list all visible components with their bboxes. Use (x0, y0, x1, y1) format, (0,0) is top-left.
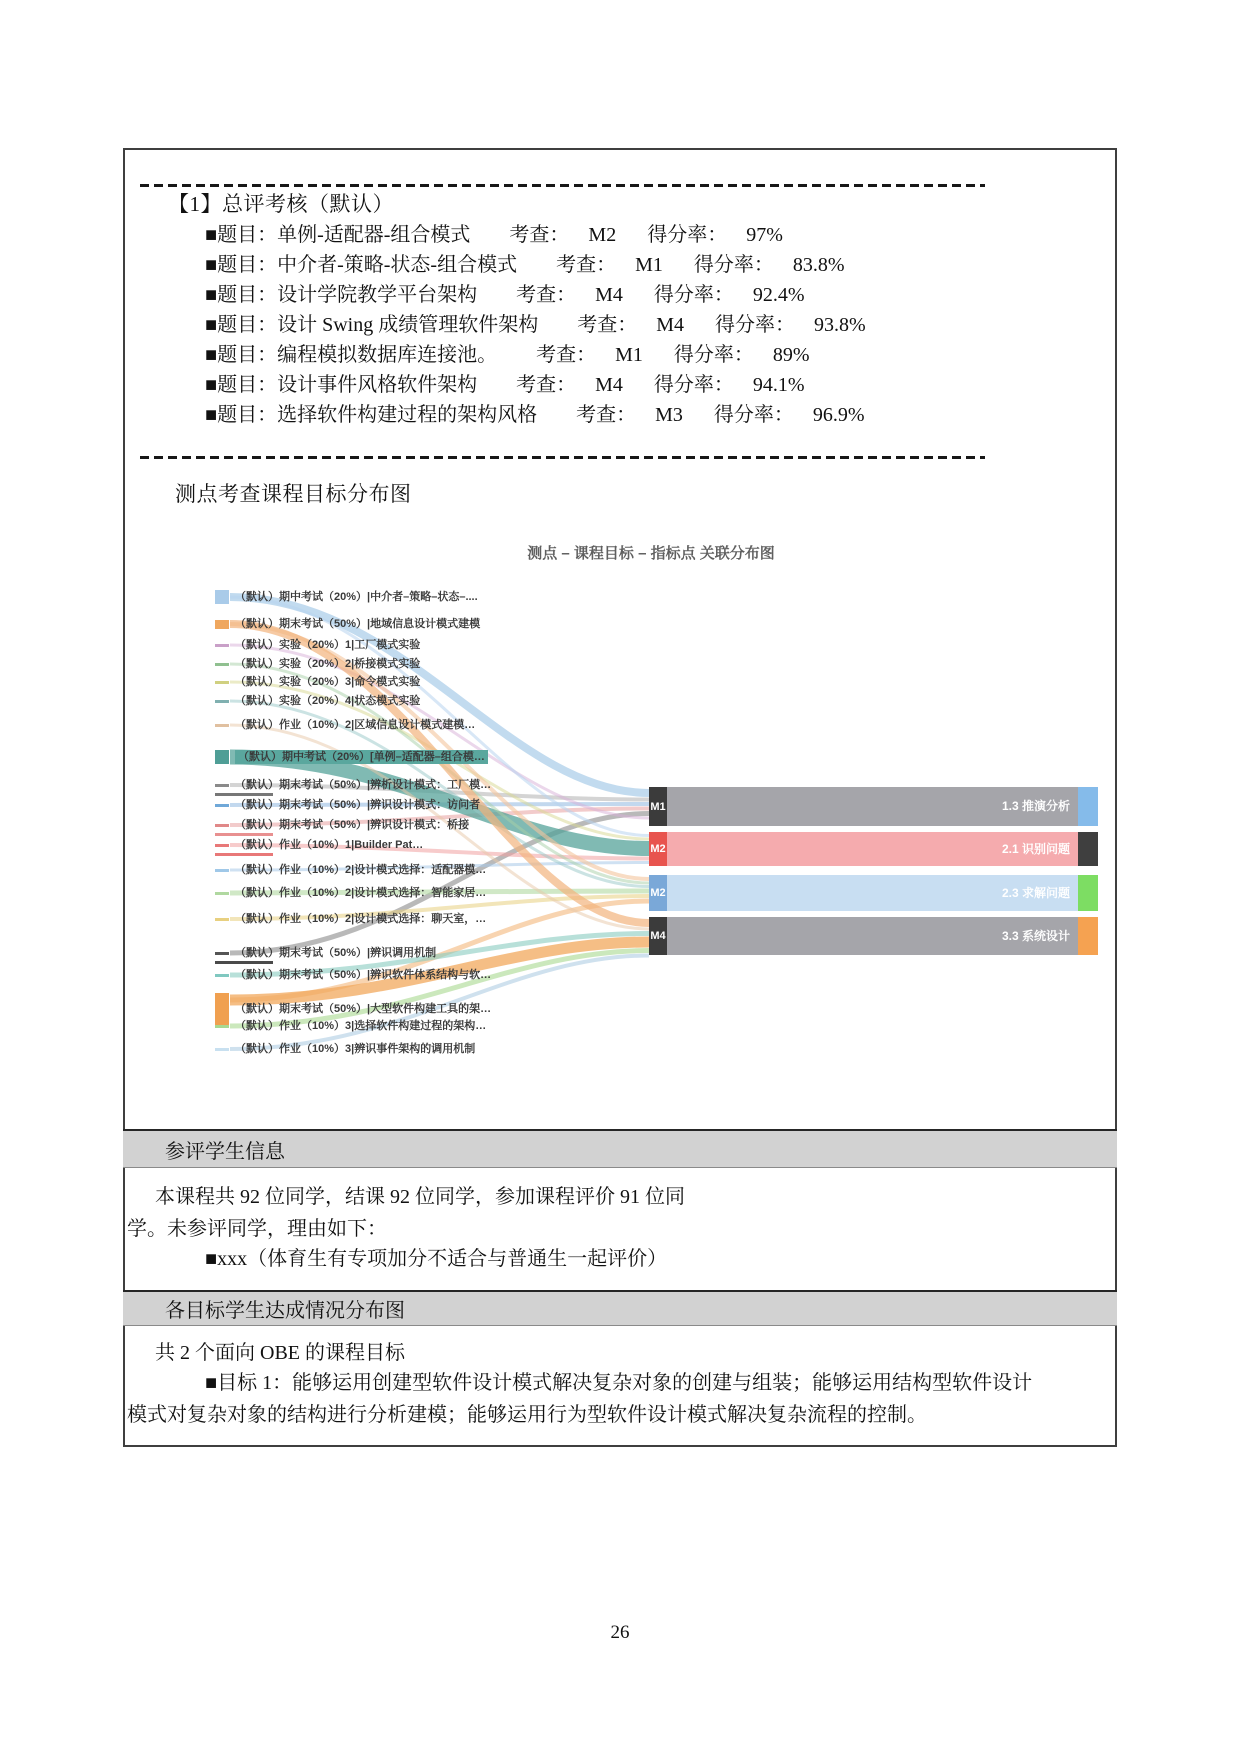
sankey-left-label: （默认）作业（10%）1|Builder Pat… (235, 839, 424, 851)
sankey-left-node (215, 912, 486, 926)
sankey-left-node (215, 968, 491, 982)
assessment-section-title: 【1】总评考核（默认） (168, 192, 394, 216)
assess-label: 考查： (556, 254, 617, 276)
assessment-row (205, 368, 805, 397)
item-title: 中介者-策略-状态-组合模式 (277, 254, 518, 276)
rate-value: 89% (772, 344, 810, 366)
assess-code: M4 (595, 284, 623, 306)
node-color-chip (215, 824, 229, 827)
assess-label: 考查： (516, 284, 577, 306)
sankey-right-node (1078, 832, 1098, 866)
sankey-left-node (215, 590, 478, 604)
node-color-chip (215, 784, 229, 787)
sankey-left-node (215, 750, 488, 764)
item-prefix: ■题目： (205, 314, 278, 336)
assessment-row (205, 338, 810, 367)
sankey-chart (190, 540, 1112, 1060)
node-color-chip (215, 681, 229, 684)
sankey-title: 测点 – 课程目标 – 指标点 关联分布图 (527, 545, 775, 562)
rate-value: 93.8% (814, 314, 866, 336)
rate-label: 得分率： (653, 284, 734, 306)
students-line2: 学。未参评同学，理由如下： (127, 1218, 387, 1240)
label-underline-bar (215, 853, 273, 856)
goals-intro: 共 2 个面向 OBE 的课程目标 (155, 1342, 405, 1364)
sankey-left-label: （默认）实验（20%）3|命令模式实验 (235, 676, 421, 688)
sankey-left-label: （默认）期中考试（20%）[单例–适配器–组合模… (235, 750, 488, 764)
sankey-left-node (215, 1042, 475, 1056)
assess-code: M1 (615, 344, 643, 366)
node-color-chip (215, 724, 229, 727)
item-title: 设计 Swing 成绩管理软件架构 (277, 314, 539, 336)
node-color-chip (215, 663, 229, 666)
rate-label: 得分率： (647, 224, 728, 246)
sankey-left-node (215, 694, 420, 708)
node-color-chip (215, 700, 229, 703)
sankey-left-label: （默认）实验（20%）1|工厂模式实验 (235, 639, 421, 651)
assess-code: M3 (655, 404, 683, 426)
students-line1: 本课程共 92 位同学，结课 92 位同学，参加课程评价 91 位同 (155, 1186, 685, 1208)
goal1-line2: 模式对复杂对象的结构进行分析建模；能够运用行为型软件设计模式解决复杂流程的控制。 (127, 1404, 927, 1426)
node-color-chip (215, 974, 229, 977)
rate-value: 94.1% (752, 374, 805, 396)
sankey-left-label: （默认）作业（10%）2|区域信息设计模式建模… (235, 719, 476, 731)
assess-code: M2 (588, 224, 617, 246)
assess-code: M4 (656, 314, 685, 336)
assessment-row (205, 278, 805, 307)
sankey-left-node (215, 675, 420, 689)
sankey-left-node (215, 798, 480, 812)
students-section-header (123, 1129, 1117, 1168)
node-color-chip (215, 952, 229, 955)
sankey-left-node (215, 617, 480, 631)
node-color-chip (215, 644, 229, 647)
sankey-left-label: （默认）作业（10%）3|选择软件构建过程的架构… (235, 1020, 487, 1032)
students-reason: ■xxx（体育生有专项加分不适合与普通生一起评价） (205, 1248, 668, 1270)
rate-label: 得分率： (673, 344, 754, 366)
sankey-left-label: （默认）作业（10%）2|设计模式选择：智能家居… (235, 887, 487, 899)
sankey-mid-node: M2 (649, 875, 667, 911)
node-color-chip (215, 918, 229, 921)
sankey-link (230, 814, 649, 954)
rate-label: 得分率： (713, 404, 794, 426)
label-underline-bar (215, 793, 273, 796)
item-title: 选择软件构建过程的架构风格 (277, 404, 538, 426)
sankey-right-node (1078, 917, 1098, 955)
node-color-chip (215, 620, 229, 629)
item-prefix: ■题目： (205, 374, 278, 396)
sankey-mid-node: M4 (649, 917, 667, 955)
assess-label: 考查： (577, 314, 638, 336)
sankey-left-label: （默认）期末考试（50%）|大型软件构建工具的架… (235, 1003, 492, 1015)
sankey-left-label: （默认）期中考试（20%）|中介者–策略–状态–.... (235, 591, 478, 603)
sankey-left-label: （默认）作业（10%）3|辨识事件架构的调用机制 (235, 1043, 476, 1055)
item-prefix: ■题目： (205, 284, 278, 306)
sankey-left-label: （默认）实验（20%）2|桥接模式实验 (235, 658, 421, 670)
rate-label: 得分率： (693, 254, 774, 276)
dashed-divider-top (140, 184, 985, 187)
assess-label: 考查： (509, 224, 570, 246)
sankey-left-node (215, 778, 491, 792)
item-prefix: ■题目： (205, 224, 278, 246)
node-color-chip (215, 844, 229, 847)
sankey-left-node (215, 863, 486, 877)
node-color-chip (215, 892, 229, 895)
sankey-left-label: （默认）期末考试（50%）|辨识调用机制 (235, 947, 437, 959)
sankey-left-label: （默认）期末考试（50%）|辨识设计模式：访问者 (235, 799, 481, 811)
sankey-left-node (215, 946, 436, 960)
sankey-left-label: （默认）期末考试（50%）|辨析设计模式：工厂模… (235, 779, 492, 791)
item-title: 编程模拟数据库连接池。 (277, 344, 498, 366)
assessment-row (205, 218, 783, 247)
sankey-right-node (1078, 875, 1098, 911)
sankey-left-node (215, 886, 486, 900)
rate-value: 97% (746, 224, 783, 246)
item-prefix: ■题目： (205, 344, 278, 366)
node-color-chip (215, 590, 229, 604)
sankey-left-label: （默认）作业（10%）2|设计模式选择：适配器模… (235, 864, 487, 876)
label-underline-bar (215, 961, 273, 964)
node-color-chip (215, 804, 229, 807)
rate-value: 96.9% (812, 404, 865, 426)
assessment-row (205, 248, 845, 277)
sankey-left-label: （默认）期末考试（50%）|地域信息设计模式建模 (235, 618, 481, 630)
sankey-left-node (215, 638, 420, 652)
rate-label: 得分率： (715, 314, 796, 336)
rate-value: 92.4% (752, 284, 805, 306)
sankey-right-label: 2.3 求解问题 (1001, 886, 1070, 900)
dashed-divider-bottom (140, 456, 985, 459)
assess-label: 考查： (576, 404, 637, 426)
sankey-right-node (1078, 787, 1098, 826)
assessment-row (205, 398, 865, 427)
item-prefix: ■题目： (205, 404, 278, 426)
sankey-left-label: （默认）实验（20%）4|状态模式实验 (235, 695, 421, 707)
assess-code: M1 (635, 254, 663, 276)
students-heading: 参评学生信息 (165, 1140, 285, 1163)
sankey-left-node (215, 718, 475, 732)
node-color-chip (215, 1025, 229, 1028)
label-underline-bar (215, 833, 273, 836)
item-title: 设计事件风格软件架构 (277, 374, 478, 396)
sankey-left-node (215, 838, 423, 852)
sankey-mid-node: M2 (649, 832, 667, 866)
rate-label: 得分率： (653, 374, 734, 396)
goals-section-header (123, 1290, 1117, 1326)
sankey-left-node (215, 818, 469, 832)
node-color-chip (215, 1048, 229, 1051)
sankey-left-label: （默认）作业（10%）2|设计模式选择：聊天室，… (235, 913, 487, 925)
assess-label: 考查： (536, 344, 597, 366)
goals-heading: 各目标学生达成情况分布图 (165, 1300, 405, 1322)
item-title: 设计学院教学平台架构 (277, 284, 478, 306)
node-color-chip (215, 869, 229, 872)
sankey-left-node (215, 657, 420, 671)
item-prefix: ■题目： (205, 254, 278, 276)
assess-code: M4 (595, 374, 623, 396)
sankey-left-label: （默认）期末考试（50%）|辨识软件体系结构与软… (235, 969, 492, 981)
node-color-chip (215, 750, 229, 764)
sankey-right-label: 3.3 系统设计 (1001, 929, 1070, 943)
rate-value: 83.8% (792, 254, 845, 276)
sankey-left-node (215, 1019, 486, 1033)
assess-label: 考查： (516, 374, 577, 396)
sankey-mid-node: M1 (649, 787, 667, 826)
goal1-line1: ■目标 1：能够运用创建型软件设计模式解决复杂对象的创建与组装；能够运用结构型软件设计 (205, 1372, 1033, 1394)
item-title: 单例-适配器-组合模式 (277, 224, 471, 246)
page-number: 26 (610, 1622, 630, 1643)
sankey-left-label: （默认）期末考试（50%）|辨识设计模式：桥接 (235, 819, 470, 831)
sankey-right-label: 2.1 识别问题 (1001, 842, 1070, 856)
assessment-row (205, 308, 866, 337)
chart-section-heading: 测点考查课程目标分布图 (175, 482, 412, 506)
sankey-right-label: 1.3 推演分析 (1001, 799, 1070, 813)
